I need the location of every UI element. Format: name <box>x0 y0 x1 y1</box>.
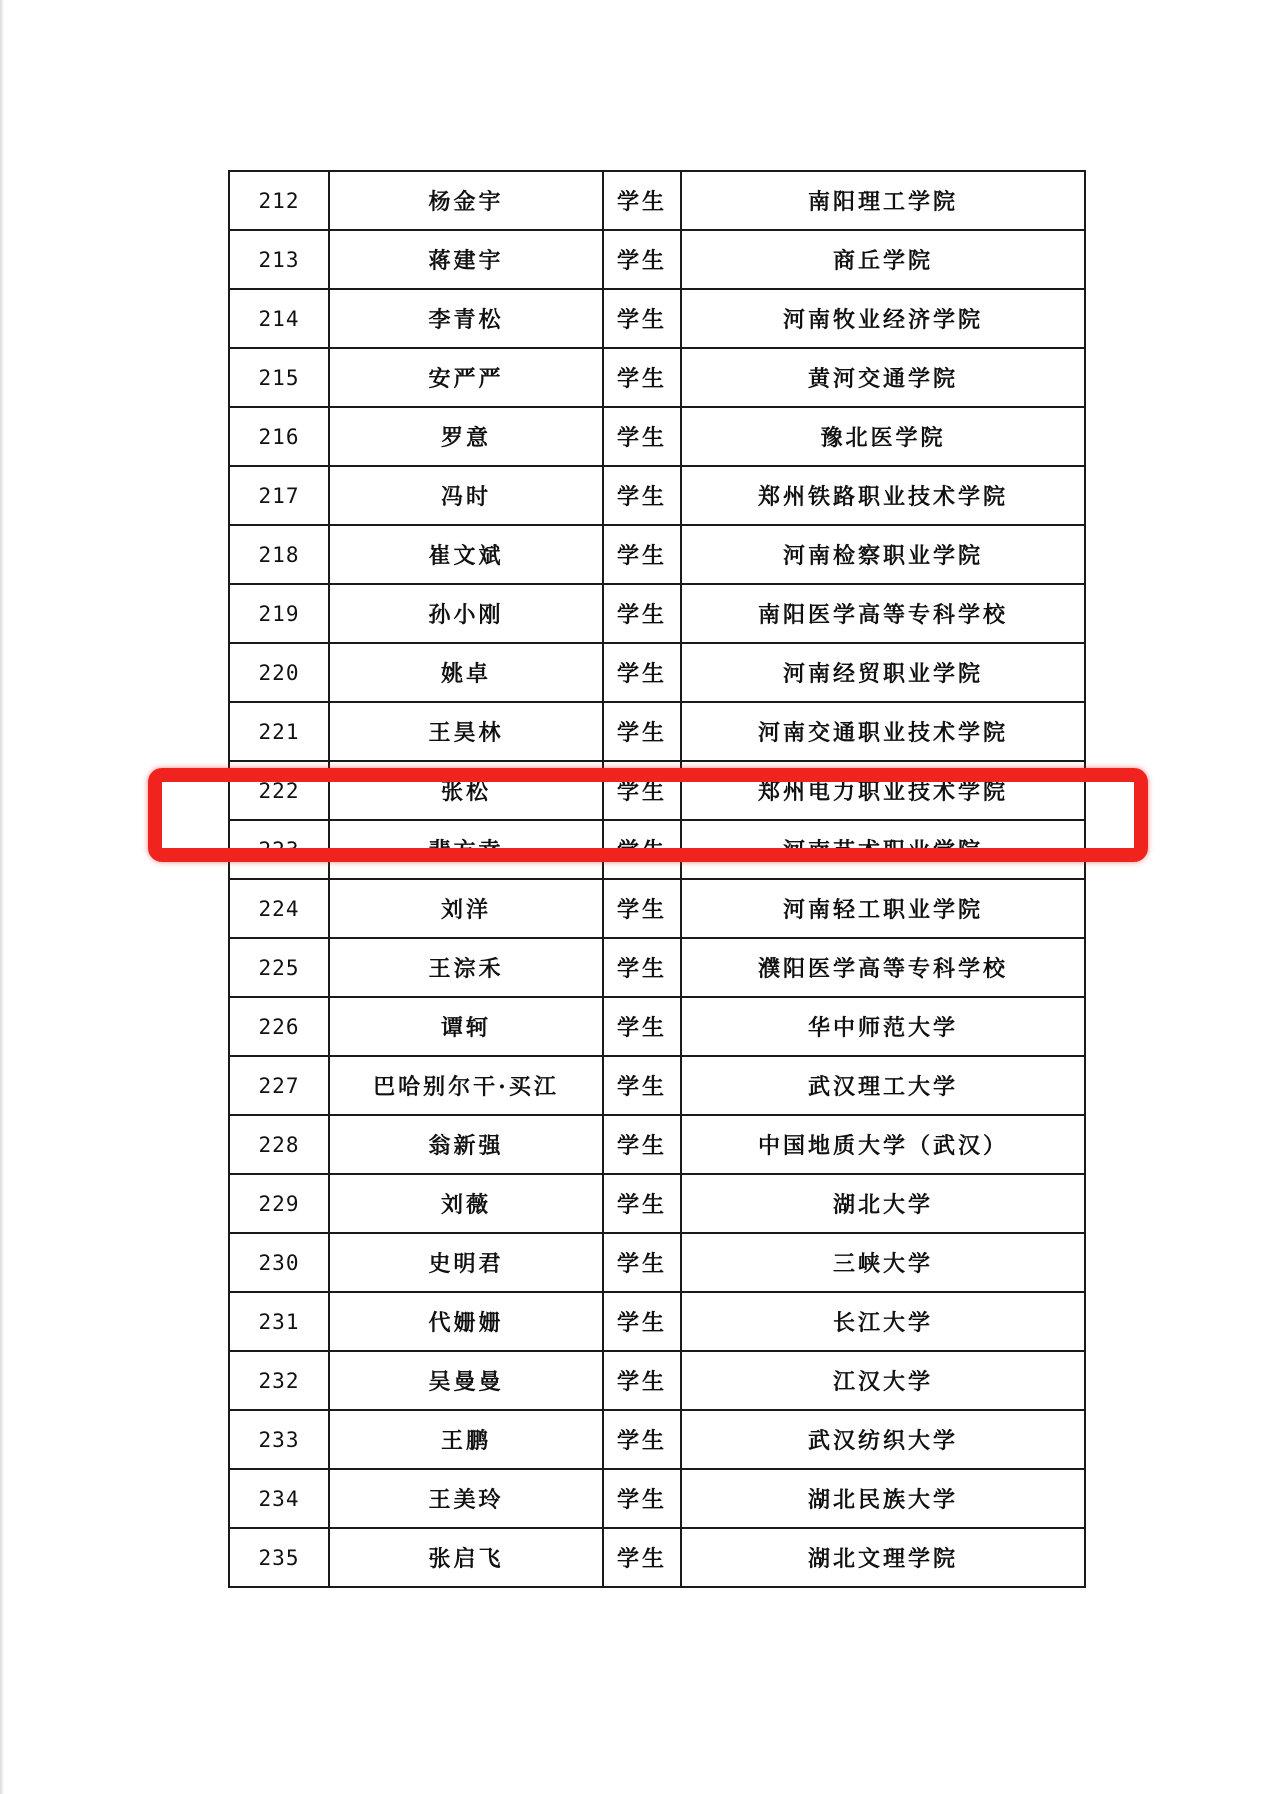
table-row <box>229 820 1085 879</box>
institution-name: 武汉理工大学 <box>681 1056 1085 1115</box>
row-number: 231 <box>229 1292 329 1351</box>
person-role: 学生 <box>603 230 681 289</box>
person-role: 学生 <box>603 1528 681 1587</box>
person-role: 学生 <box>603 879 681 938</box>
institution-name: 湖北民族大学 <box>681 1469 1085 1528</box>
row-number: 232 <box>229 1351 329 1410</box>
institution-name: 河南轻工职业学院 <box>681 879 1085 938</box>
person-role: 学生 <box>603 643 681 702</box>
person-name: 王昊林 <box>329 702 603 761</box>
person-role: 学生 <box>603 1174 681 1233</box>
row-number: 214 <box>229 289 329 348</box>
person-role: 学生 <box>603 1351 681 1410</box>
table-row <box>229 230 1085 289</box>
institution-name: 华中师范大学 <box>681 997 1085 1056</box>
person-name: 姚卓 <box>329 643 603 702</box>
table-row <box>229 525 1085 584</box>
institution-name: 南阳医学高等专科学校 <box>681 584 1085 643</box>
roster-table-body <box>229 171 1085 1587</box>
person-name: 孙小刚 <box>329 584 603 643</box>
person-name: 张启飞 <box>329 1528 603 1587</box>
person-name: 蒋建宇 <box>329 230 603 289</box>
row-number: 229 <box>229 1174 329 1233</box>
roster-table-container <box>228 170 1086 1588</box>
table-row <box>229 289 1085 348</box>
person-name: 谭轲 <box>329 997 603 1056</box>
person-name: 张松 <box>329 761 603 820</box>
row-number: 235 <box>229 1528 329 1587</box>
person-name: 冯时 <box>329 466 603 525</box>
institution-name: 郑州铁路职业技术学院 <box>681 466 1085 525</box>
row-number: 227 <box>229 1056 329 1115</box>
institution-name: 商丘学院 <box>681 230 1085 289</box>
row-number: 219 <box>229 584 329 643</box>
person-name: 王鹏 <box>329 1410 603 1469</box>
person-role: 学生 <box>603 289 681 348</box>
institution-name: 湖北大学 <box>681 1174 1085 1233</box>
table-row <box>229 584 1085 643</box>
row-number: 220 <box>229 643 329 702</box>
table-row <box>229 643 1085 702</box>
person-role: 学生 <box>603 820 681 879</box>
person-name: 巴哈别尔干·买江 <box>329 1056 603 1115</box>
person-role: 学生 <box>603 997 681 1056</box>
person-role: 学生 <box>603 1292 681 1351</box>
row-number: 217 <box>229 466 329 525</box>
person-role: 学生 <box>603 348 681 407</box>
person-role: 学生 <box>603 1233 681 1292</box>
person-role: 学生 <box>603 525 681 584</box>
table-row <box>229 348 1085 407</box>
row-number: 221 <box>229 702 329 761</box>
row-number: 223 <box>229 820 329 879</box>
row-number: 212 <box>229 171 329 230</box>
row-number: 228 <box>229 1115 329 1174</box>
row-number: 230 <box>229 1233 329 1292</box>
table-row <box>229 702 1085 761</box>
institution-name: 长江大学 <box>681 1292 1085 1351</box>
table-row <box>229 407 1085 466</box>
person-role: 学生 <box>603 938 681 997</box>
table-row <box>229 1115 1085 1174</box>
person-name: 王美玲 <box>329 1469 603 1528</box>
person-name: 李青松 <box>329 289 603 348</box>
person-name: 刘薇 <box>329 1174 603 1233</box>
institution-name: 三峡大学 <box>681 1233 1085 1292</box>
person-role: 学生 <box>603 761 681 820</box>
person-name: 杨金宇 <box>329 171 603 230</box>
person-name: 罗意 <box>329 407 603 466</box>
table-row <box>229 1056 1085 1115</box>
person-role: 学生 <box>603 1410 681 1469</box>
person-role: 学生 <box>603 407 681 466</box>
row-number: 234 <box>229 1469 329 1528</box>
row-number: 224 <box>229 879 329 938</box>
person-name: 王淙禾 <box>329 938 603 997</box>
institution-name: 河南检察职业学院 <box>681 525 1085 584</box>
person-name: 代姗姗 <box>329 1292 603 1351</box>
row-number: 233 <box>229 1410 329 1469</box>
institution-name: 武汉纺织大学 <box>681 1410 1085 1469</box>
person-name: 安严严 <box>329 348 603 407</box>
institution-name: 江汉大学 <box>681 1351 1085 1410</box>
table-row <box>229 1528 1085 1587</box>
table-row <box>229 466 1085 525</box>
person-name: 吴曼曼 <box>329 1351 603 1410</box>
table-row <box>229 938 1085 997</box>
table-row <box>229 1469 1085 1528</box>
institution-name: 豫北医学院 <box>681 407 1085 466</box>
person-role: 学生 <box>603 1469 681 1528</box>
table-row <box>229 1233 1085 1292</box>
table-row <box>229 1174 1085 1233</box>
person-role: 学生 <box>603 171 681 230</box>
table-row <box>229 171 1085 230</box>
person-name: 翁新强 <box>329 1115 603 1174</box>
person-name: 裴方幸 <box>329 820 603 879</box>
table-row <box>229 879 1085 938</box>
institution-name: 黄河交通学院 <box>681 348 1085 407</box>
institution-name: 河南牧业经济学院 <box>681 289 1085 348</box>
person-name: 刘洋 <box>329 879 603 938</box>
table-row <box>229 1292 1085 1351</box>
row-number: 213 <box>229 230 329 289</box>
person-role: 学生 <box>603 584 681 643</box>
person-role: 学生 <box>603 466 681 525</box>
table-row <box>229 1351 1085 1410</box>
row-number: 218 <box>229 525 329 584</box>
row-number: 216 <box>229 407 329 466</box>
roster-table <box>228 170 1086 1588</box>
institution-name: 郑州电力职业技术学院 <box>681 761 1085 820</box>
person-role: 学生 <box>603 1115 681 1174</box>
row-number: 215 <box>229 348 329 407</box>
institution-name: 濮阳医学高等专科学校 <box>681 938 1085 997</box>
row-number: 226 <box>229 997 329 1056</box>
institution-name: 河南艺术职业学院 <box>681 820 1085 879</box>
institution-name: 中国地质大学（武汉） <box>681 1115 1085 1174</box>
table-row <box>229 761 1085 820</box>
row-number: 222 <box>229 761 329 820</box>
person-name: 史明君 <box>329 1233 603 1292</box>
scan-page-edge <box>0 0 4 1794</box>
institution-name: 南阳理工学院 <box>681 171 1085 230</box>
institution-name: 湖北文理学院 <box>681 1528 1085 1587</box>
person-role: 学生 <box>603 1056 681 1115</box>
table-row <box>229 997 1085 1056</box>
row-number: 225 <box>229 938 329 997</box>
person-role: 学生 <box>603 702 681 761</box>
table-row <box>229 1410 1085 1469</box>
institution-name: 河南经贸职业学院 <box>681 643 1085 702</box>
person-name: 崔文斌 <box>329 525 603 584</box>
institution-name: 河南交通职业技术学院 <box>681 702 1085 761</box>
